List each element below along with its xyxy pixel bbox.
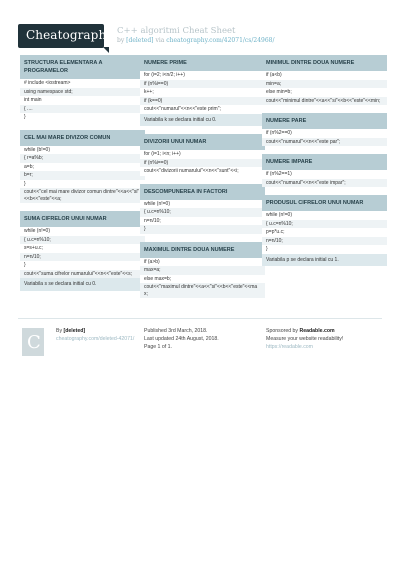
footer-author-url[interactable]: cheatography.com/deleted-42071/ (56, 336, 135, 342)
code-line: b=r; (20, 171, 145, 180)
byline (117, 37, 274, 44)
sponsor-link[interactable]: Readable.com (299, 328, 335, 334)
code-line: n=n/10; (144, 217, 161, 224)
section-note: Variabila s se declara initial cu 0. (20, 278, 145, 291)
column-3 (262, 55, 387, 274)
sheet-url-link[interactable]: cheatography.com/42071/cs/24968/ (166, 37, 275, 44)
code-line: for (i=2; i<n/2; i++) (144, 72, 185, 78)
code-line: if (n%i==0) (140, 80, 265, 89)
code-line: for (i=1; i<n; i++) (144, 151, 181, 157)
code-line: { .... (20, 105, 145, 114)
section-title: NUMERE PARE (262, 113, 387, 129)
code-line: cout<<"maximul dintre"<<a<<"si"<<b<<"este"<<max; (140, 283, 265, 298)
section-body (262, 129, 387, 146)
code-line: cout<<"numarul"<<n<<"este prim"; (144, 106, 221, 112)
section-title: MINIMUL DINTRE DOUA NUMERE (262, 55, 387, 71)
code-line: { r=a%b; (20, 154, 145, 163)
code-line: else min=b; (266, 89, 292, 95)
section-title: CEL MAI MARE DIVIZOR COMUN (20, 130, 145, 146)
section (262, 55, 387, 105)
code-line: max=a; (140, 266, 265, 275)
sponsor-prefix: Sponsored by (266, 328, 299, 334)
author-avatar[interactable] (22, 328, 44, 356)
footer-author-block (56, 327, 134, 343)
section-body (262, 211, 387, 254)
section (140, 184, 265, 234)
code-line: } (266, 246, 268, 252)
code-line: while (b!=0) (24, 146, 50, 153)
code-line: cout<<"divizorii numarului"<<n<<"sunt"<<i; (144, 168, 239, 174)
footer (18, 318, 382, 365)
section-body (140, 71, 265, 114)
section-note: Variabila p se declara initial cu 1. (262, 254, 387, 267)
section (20, 130, 145, 204)
section (262, 154, 387, 187)
code-line: while (n!=0) (24, 228, 50, 234)
code-line: p=p*u.c; (266, 229, 285, 235)
code-line: s=s+u.c; (24, 245, 43, 251)
code-line: n=n/10; (262, 237, 387, 246)
code-line: cout<<"suma cifrelor numarului"<<n<<"este"<<s; (20, 270, 145, 279)
section-body (140, 150, 265, 176)
author-link[interactable]: [deleted] (126, 37, 154, 44)
code-line: } (24, 180, 26, 187)
code-line: k++; (144, 89, 154, 95)
code-line: int main (24, 97, 42, 103)
section-body (140, 258, 265, 299)
section-body (262, 170, 387, 187)
code-line: cout<<"numarul"<<n<<"este par"; (262, 138, 387, 147)
code-line: min=a; (262, 80, 387, 89)
logo-tail (103, 47, 109, 53)
code-line: if (n%2==0) (266, 130, 292, 136)
code-line: while (n!=0) (144, 200, 170, 207)
section (20, 211, 145, 291)
footer-sponsor-block (266, 327, 343, 351)
footer-author-link[interactable]: [deleted] (63, 328, 86, 334)
code-line: a=b; (24, 163, 34, 170)
column-1 (20, 55, 145, 299)
code-line: if (a<b) (266, 72, 282, 78)
section (140, 242, 265, 299)
page-count: Page 1 of 1. (144, 344, 172, 350)
code-line: if (n%2==1) (266, 171, 292, 177)
code-line: while (n!=0) (266, 212, 292, 218)
by-label: by (117, 37, 125, 44)
code-line: } (24, 114, 26, 120)
section-body (262, 71, 387, 105)
section-title: SUMA CIFRELOR UNUI NUMAR (20, 211, 145, 227)
code-line: cout<<"minimul dintre"<<a<<"si"<<b<<"este"<<min; (262, 97, 387, 106)
logo-text: Cheatography (26, 28, 114, 42)
sponsor-url[interactable]: https://readable.com (266, 344, 314, 350)
updated-date: Last updated 24th August, 2018. (144, 336, 219, 342)
section-note: Variabila k se declara initial cu 0. (140, 114, 265, 127)
code-line: # include <iostream> (24, 80, 71, 86)
page-title: C++ algoritmi Cheat Sheet (117, 26, 236, 36)
code-line: } (24, 262, 26, 268)
footer-by-label: By (56, 328, 63, 334)
section-title: MAXIMUL DINTRE DOUA NUMERE (140, 242, 265, 258)
section-body (140, 200, 265, 234)
section-body (20, 79, 145, 122)
section (262, 195, 387, 266)
code-line: if (n%i==0) (140, 159, 265, 168)
code-line: cout<<"cel mai mare divizor comun dintre"<<a<<"si"<<b<<"este"<<a; (20, 188, 145, 203)
code-line: cout<<"numarul"<<n<<"este impar"; (262, 179, 387, 188)
via-label: via (155, 37, 165, 44)
code-line: if (a>b) (144, 258, 160, 265)
footer-publish-block (144, 327, 219, 351)
section-title: PRODUSUL CIFRELOR UNUI NUMAR (262, 195, 387, 211)
code-line: { u.c=n%10; (140, 208, 265, 217)
code-line: } (140, 225, 265, 234)
section-body (20, 227, 145, 278)
section-title: DESCOMPUNEREA IN FACTORI (140, 184, 265, 200)
code-line: { u.c=n%10; (20, 236, 145, 245)
sponsor-text: Measure your website readability! (266, 336, 344, 342)
code-line: else max=b; (144, 275, 172, 282)
code-line: { u.c=n%10; (262, 220, 387, 229)
section (20, 55, 145, 122)
section-title: NUMERE IMPARE (262, 154, 387, 170)
section (140, 134, 265, 176)
section-title: STRUCTURA ELEMENTARA A PROGRAMELOR (20, 55, 145, 79)
section-title: NUMERE PRIME (140, 55, 265, 71)
header (0, 0, 400, 52)
section-title: DIVIZORII UNUI NUMAR (140, 134, 265, 150)
code-line: using namespace std; (20, 88, 145, 97)
code-line: n=n/10; (20, 253, 145, 262)
code-line: if (k==0) (140, 97, 265, 106)
avatar-letter: C (27, 332, 41, 353)
section-body (20, 146, 145, 204)
column-2 (140, 55, 265, 306)
published-date: Published 3rd March, 2018. (144, 328, 208, 334)
cheatography-logo[interactable] (18, 24, 114, 48)
section (140, 55, 265, 126)
section (262, 113, 387, 146)
